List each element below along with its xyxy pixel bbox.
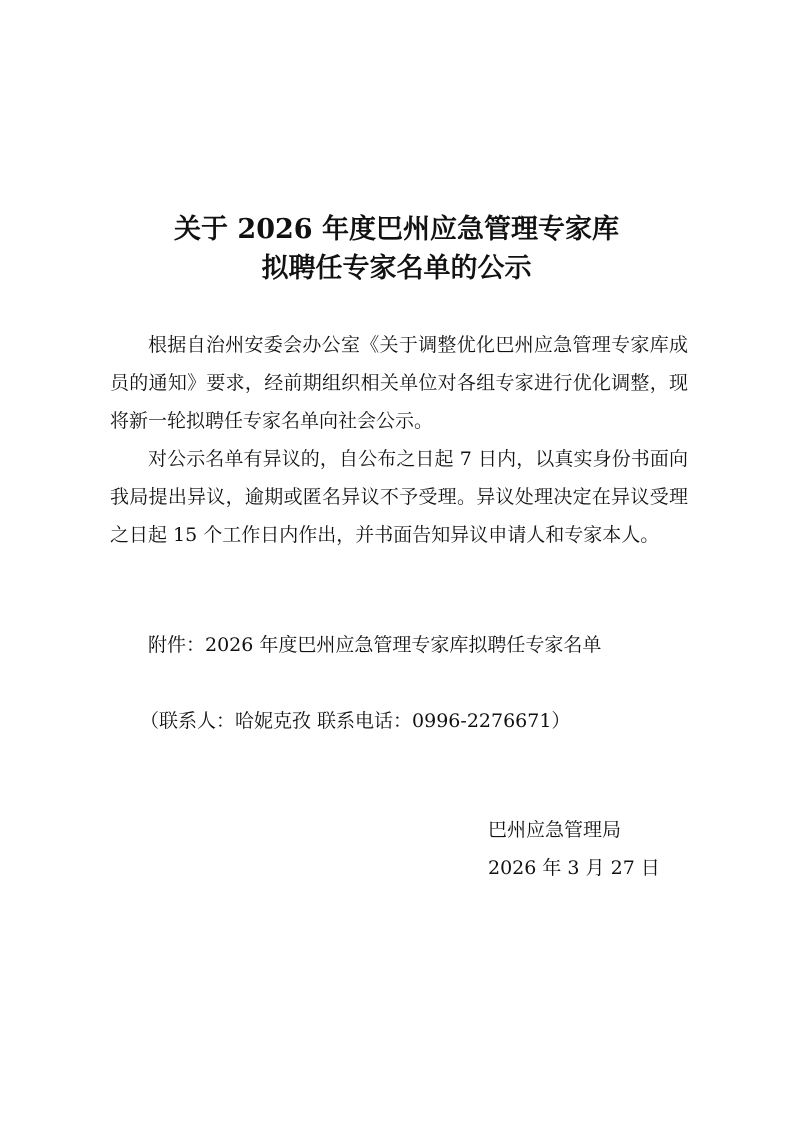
document-title-line-1: 关于 2026 年度巴州应急管理专家库 [174,214,619,245]
document-title-line-2: 拟聘任专家名单的公示 [261,253,532,284]
body-paragraph-1: 根据自治州安委会办公室《关于调整优化巴州应急管理专家库成员的通知》要求，经前期组织相关单位对各组专家进行优化调整，现将新一轮拟聘任专家名单向社会公示。 [110,334,688,432]
signature-date: 2026 年 3 月 27 日 [488,857,660,879]
body-paragraph-2: 对公示名单有异议的，自公布之日起 7 日内，以真实身份书面向我局提出异议，逾期或匿名异议不予受理。异议处理决定在异议受理之日起 15 个工作日内作出，并书面告知异议申请人和专家本人。 [110,448,688,546]
signature-organization: 巴州应急管理局 [488,819,622,841]
contact-line: （联系人：哈妮克孜 联系电话：0996-2276671） [140,710,571,732]
attachment-line: 附件：2026 年度巴州应急管理专家库拟聘任专家名单 [148,634,602,656]
